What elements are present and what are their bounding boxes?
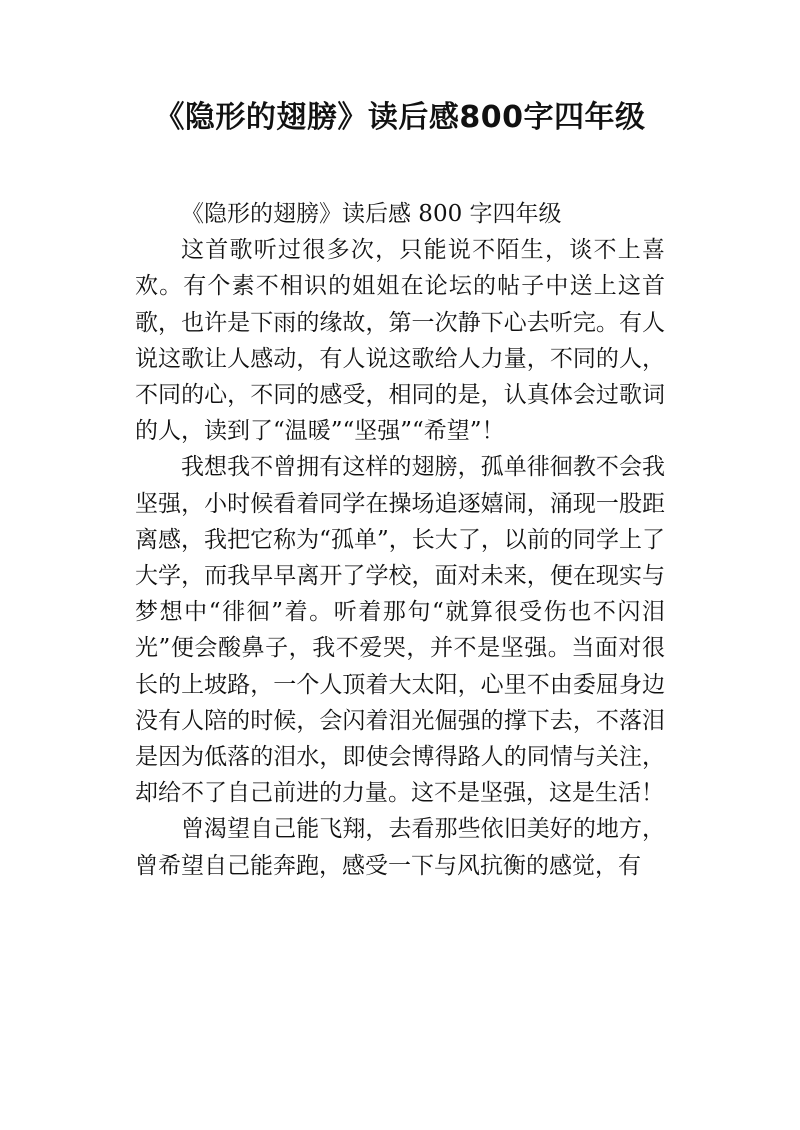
document-body (135, 196, 665, 884)
paragraph: 曾渴望自己能飞翔，去看那些依旧美好的地方，曾希望自己能奔跑，感受一下与风抗衡的感觉，有 (135, 816, 665, 879)
paragraph: 我想我不曾拥有这样的翅膀，孤单徘徊教不会我坚强，小时候看着同学在操场追逐嬉闹，涌现一股距离感，我把它称为“孤单”，长大了，以前的同学上了大学，而我早早离开了学校，面对未来，便在现实与梦想中“徘徊”着。听着那句“就算很受伤也不闪泪光”便会酸鼻子，我不爱哭，并不是坚强。当面对很长的上坡路，一个人顶着大太阳，心里不由委屈身边没有人陪的时候，会闪着泪光倔强的撑下去，不落泪是因为低落的泪水，即使会博得路人的同情与关注，却给不了自己前进的力量。这不是坚强，这是生活！ (135, 454, 665, 807)
paragraph: 这首歌听过很多次，只能说不陌生，谈不上喜欢。有个素不相识的姐姐在论坛的帖子中送上这首歌，也许是下雨的缘故，第一次静下心去听完。有人说这歌让人感动，有人说这歌给人力量，不同的人，不同的心，不同的感受，相同的是，认真体会过歌词的人，读到了“温暖”“坚强”“希望”！ (135, 237, 665, 445)
document-subtitle: 《隐形的翅膀》读后感 800 字四年级 (181, 201, 562, 227)
document-title: 《隐形的翅膀》读后感800字四年级 (154, 100, 646, 135)
